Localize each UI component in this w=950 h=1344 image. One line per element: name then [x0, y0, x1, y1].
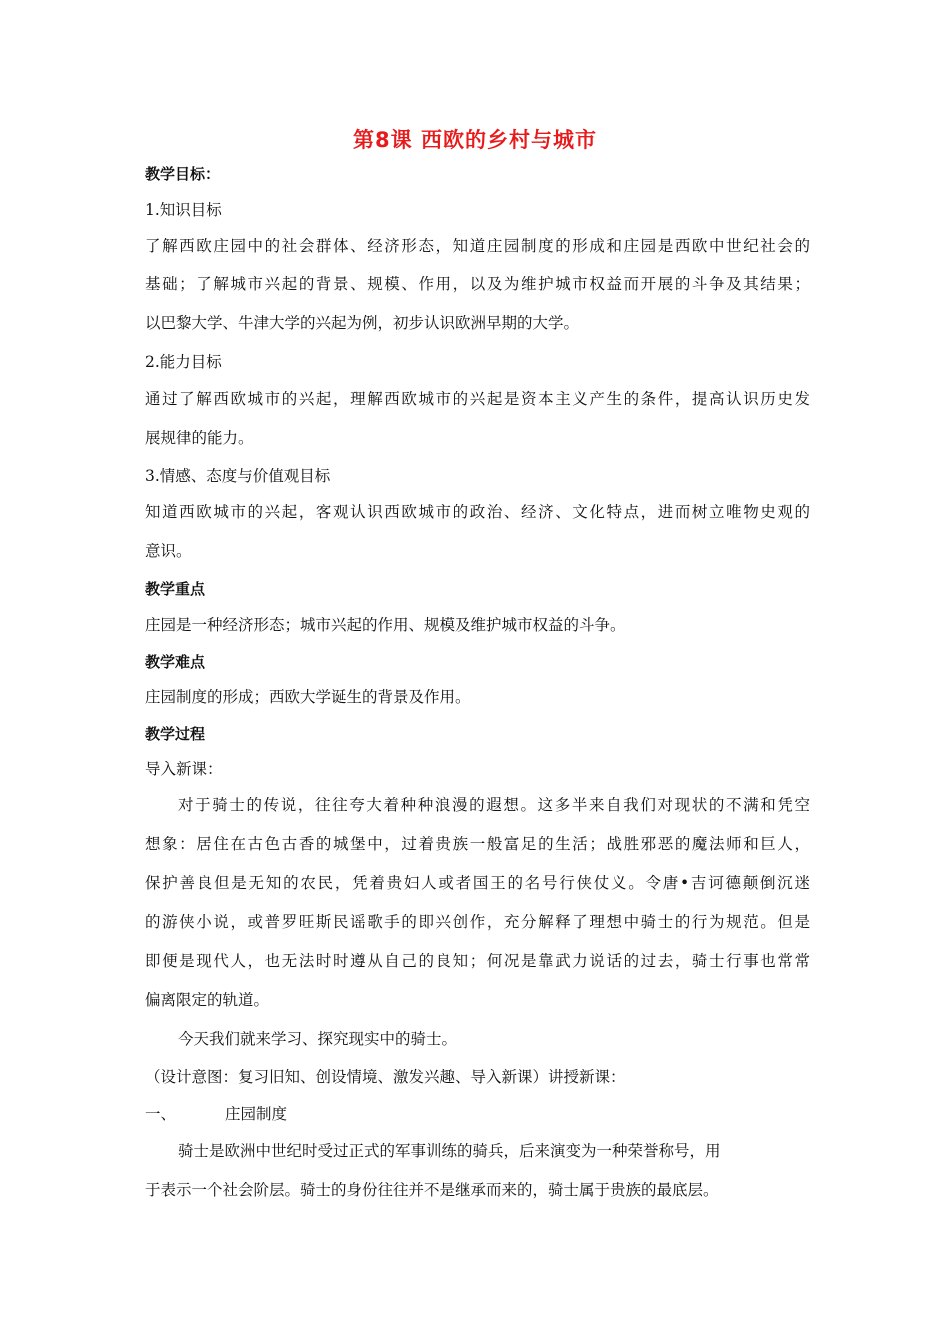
intro-line-3: 保护善良但是无知的农民，凭着贵妇人或者国王的名号行侠仗义。令唐•吉诃德颠倒沉迷: [145, 874, 810, 892]
section-heading: [145, 1104, 810, 1124]
knowledge-line-2: 基础；了解城市兴起的背景、规模、作用，以及为维护城市权益而开展的斗争及其结果；: [145, 275, 810, 293]
intro-line-1: 对于骑士的传说，往往夸大着种种浪漫的遐想。这多半来自我们对现状的不满和凭空: [178, 796, 810, 814]
intro-line-4: 的游侠小说，或普罗旺斯民谣歌手的即兴创作，充分解释了理想中骑士的行为规范。但是: [145, 913, 810, 931]
difficulties-heading: 教学难点: [145, 653, 206, 671]
process-heading: 教学过程: [145, 725, 206, 743]
knowledge-heading: 1.知识目标: [145, 201, 222, 219]
ability-line-1: 通过了解西欧城市的兴起，理解西欧城市的兴起是资本主义产生的条件，提高认识历史发: [145, 390, 810, 408]
knowledge-line-3: 以巴黎大学、牛津大学的兴起为例，初步认识欧洲早期的大学。: [145, 314, 580, 332]
emotion-line-1: 知道西欧城市的兴起，客观认识西欧城市的政治、经济、文化特点，进而树立唯物史观的: [145, 503, 810, 521]
key-points-heading: 教学重点: [145, 580, 206, 598]
section-title: 庄园制度: [225, 1105, 288, 1123]
emotion-heading: 3.情感、态度与价值观目标: [145, 467, 331, 485]
knowledge-line-1: 了解西欧庄园中的社会群体、经济形态，知道庄园制度的形成和庄园是西欧中世纪社会的: [145, 237, 810, 255]
knight-line-1: 骑士是欧洲中世纪时受过正式的军事训练的骑兵，后来演变为一种荣誉称号，用: [178, 1142, 721, 1160]
design-note: （设计意图：复习旧知、创设情境、激发兴趣、导入新课）讲授新课：: [145, 1068, 626, 1086]
intro-label: 导入新课：: [145, 760, 223, 778]
key-points-text: 庄园是一种经济形态；城市兴起的作用、规模及维护城市权益的斗争。: [145, 616, 626, 634]
emotion-line-2: 意识。: [145, 542, 192, 560]
lesson-title: 第8课 西欧的乡村与城市: [353, 128, 597, 152]
intro-line-5: 即便是现代人，也无法时时遵从自己的良知；何况是靠武力说话的过去，骑士行事也常常: [145, 952, 810, 970]
today-line: 今天我们就来学习、探究现实中的骑士。: [178, 1030, 458, 1048]
intro-line-6: 偏离限定的轨道。: [145, 991, 270, 1009]
ability-heading: 2.能力目标: [145, 353, 222, 371]
section-number: 一、: [145, 1105, 177, 1123]
knight-line-2: 于表示一个社会阶层。骑士的身份往往并不是继承而来的，骑士属于贵族的最底层。: [145, 1181, 719, 1199]
intro-line-2: 想象：居住在古色古香的城堡中，过着贵族一般富足的生活；战胜邪恶的魔法师和巨人，: [145, 835, 810, 853]
objectives-heading: 教学目标：: [145, 165, 221, 183]
ability-line-2: 展规律的能力。: [145, 429, 254, 447]
difficulties-text: 庄园制度的形成；西欧大学诞生的背景及作用。: [145, 688, 471, 706]
